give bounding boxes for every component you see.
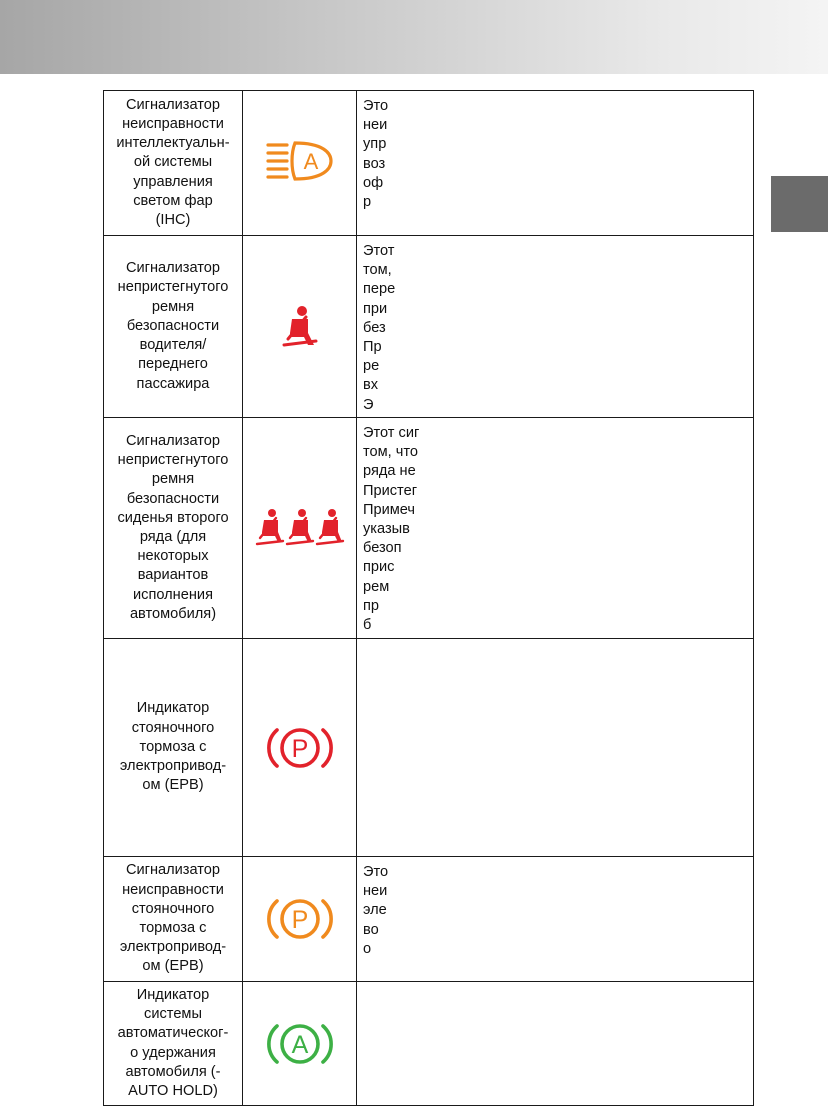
section-tab-marker bbox=[771, 176, 828, 232]
indicator-name-ihc: Сигнализатор неисправности интеллектуальн- ой системы управления светом фар (IHC) bbox=[104, 91, 243, 236]
indicator-description-auto-hold bbox=[357, 982, 754, 1106]
table-row bbox=[104, 639, 754, 857]
header-band bbox=[0, 0, 828, 74]
svg-text:A: A bbox=[303, 149, 318, 174]
table-row bbox=[104, 418, 754, 639]
table-row bbox=[104, 91, 754, 236]
seatbelt-icon bbox=[278, 305, 322, 349]
indicator-name-epb-malfunction: Сигнализатор неисправности стояночного тормоза с электропривод- ом (EPB) bbox=[104, 857, 243, 982]
indicator-description-epb bbox=[357, 639, 754, 857]
auto-hold-icon bbox=[267, 1018, 333, 1070]
parking-brake-icon bbox=[267, 722, 333, 774]
indicator-description-ihc: Это неи упр воз оф р bbox=[357, 91, 754, 236]
svg-text:P: P bbox=[291, 734, 308, 763]
auto-headlight-icon bbox=[265, 139, 335, 187]
table-row bbox=[104, 236, 754, 418]
indicator-name-epb: Индикатор стояночного тормоза с электропривод- ом (EPB) bbox=[104, 639, 243, 857]
parking-brake-malfunction-icon bbox=[267, 893, 333, 945]
svg-text:A: A bbox=[291, 1030, 308, 1059]
table-row bbox=[104, 857, 754, 982]
indicator-table bbox=[103, 90, 754, 1106]
svg-text:P: P bbox=[291, 906, 308, 934]
indicator-description-front-seatbelt: Этот том, пере при без Пр ре вх Э bbox=[357, 236, 754, 418]
table-row bbox=[104, 982, 754, 1106]
indicator-name-front-seatbelt: Сигнализатор непристегнутого ремня безопасности водителя/ переднего пассажира bbox=[104, 236, 243, 418]
rear-seatbelts-icon bbox=[254, 508, 346, 548]
indicator-name-rear-seatbelt: Сигнализатор непристегнутого ремня безопасности сиденья второго ряда (для некоторых вариантов исполнения автомобиля) bbox=[104, 418, 243, 639]
indicator-name-auto-hold: Индикатор системы автоматическог- о удержания автомобиля (- AUTO HOLD) bbox=[104, 982, 243, 1106]
indicator-description-epb-malfunction: Это неи эле во о bbox=[357, 857, 754, 982]
indicator-description-rear-seatbelt: Этот сиг том, что ряда не Пристег Примеч указыв безоп прис рем пр б bbox=[357, 418, 754, 639]
